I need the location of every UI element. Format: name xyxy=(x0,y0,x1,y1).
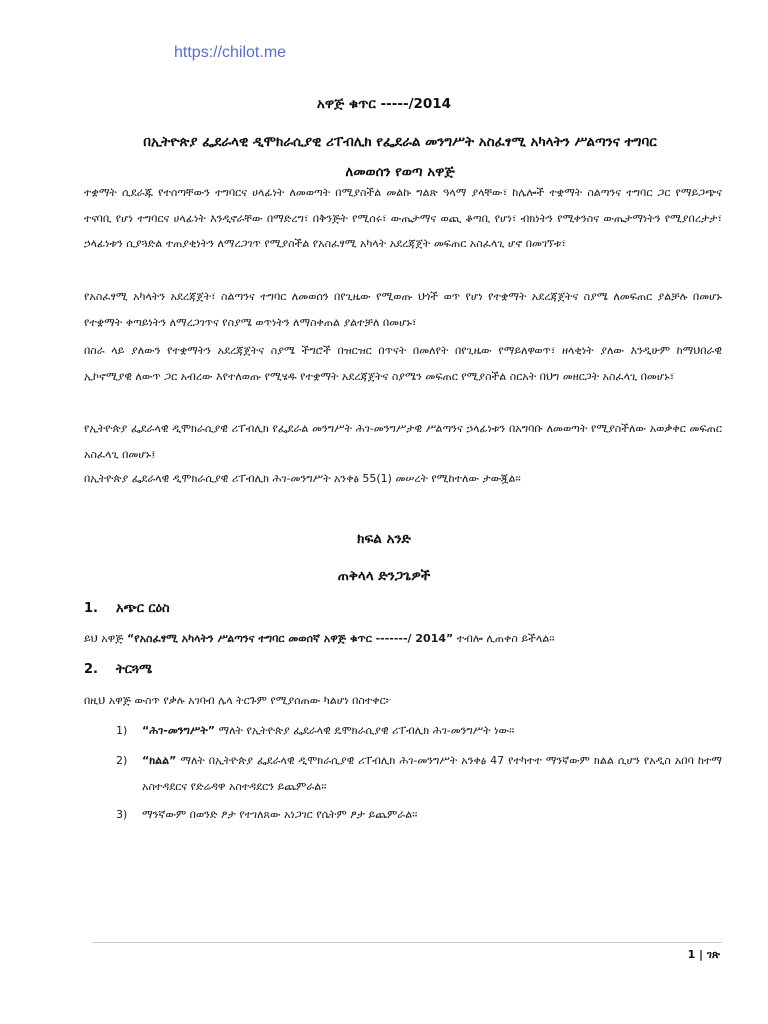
document-title-line-1: በኢትዮጵያ ፌደራላዊ ዲሞክራሲያዊ ሪፐብሊክ የፌደራል መንግሥት አስፈፃሚ አካላትን ሥልጣንና ተግባር xyxy=(143,134,657,150)
source-link[interactable]: https://chilot.me xyxy=(174,44,287,61)
preamble-paragraph-2: የአስፈፃሚ አካላትን አደረጃጀት፣ ስልጣንና ተግባር ለመወሰን በየጊዜው የሚወጡ ህጎች ወጥ የሆነ የተቋማት አደረጃጀትና ስያሜ ለመፍጠር ያልቻሉ በመሆኑ የተቋማት ቀጣይነትን ለማረጋገጥና የስያሜ ወጥነትን ለማስቀጠል ያልተቻለ በመሆኑ፣ xyxy=(84,290,722,329)
part-subheading: ጠቅላላ ድንጋጌዎች xyxy=(337,568,431,584)
preamble-paragraph-4: የኢትዮጵያ ፌደራላዊ ዲሞክራሲያዊ ሪፐብሊክ የፌደራል መንግሥት ሕገ-መንግሥታዊ ሥልጣንና ኃላፊነቱን በአግባቡ ለመወጣት የሚያስችለው አወቃቀር መፍጠር አስፈላጊ በመሆኑ፤ xyxy=(84,422,722,461)
definition-item xyxy=(116,802,722,828)
footer-divider xyxy=(92,942,722,943)
definition-text: ማለት የኢትዮጵያ ፌደራላዊ ዴሞክራሲያዊ ሪፐብሊክ ሕገ-መንግሥት ነው፡፡ xyxy=(215,724,515,737)
definition-number: 3) xyxy=(116,808,128,821)
short-title-quote: “የአስፈፃሚ አካላትን ሥልጣንና ተግባር መወሰኛ አዋጅ ቁጥር -------/ 2014” xyxy=(126,632,454,645)
article-1-heading xyxy=(84,601,170,616)
definition-term: “ሕገ-መንግሥት” xyxy=(142,724,215,737)
article-2-number: 2. xyxy=(84,662,98,677)
definition-number: 1) xyxy=(116,724,128,737)
document-title-line-2: ለመወሰን የወጣ አዋጅ xyxy=(345,164,455,180)
preamble-paragraph-3: በስራ ላይ ያለውን የተቋማትን አደረጃጀትና ስያሜ ችግሮች በዝርዝር በጥናት በመለየት በየጊዜው የማይለዋወጥ፣ ዘላቂነት ያለው እንዲሁም ከማህበራዊ ኢኮኖሚያዊ ለውጥ ጋር አብረው እየተለወጡ የሚሄዱ የተቋማት አደረጃጀትና ስያሜን መፍጠር የሚያስችል ስርአት በህግ መዘርጋት አስፈላጊ በመሆኑ፣ xyxy=(84,344,722,383)
preamble-paragraph-5: በኢትዮጵያ ፌደራላዊ ዲሞክራሲያዊ ሪፐብሊክ ሕገ-መንግሥት አንቀፅ 55(1) መሠረት የሚከተለው ታውጇል፡፡ xyxy=(84,472,521,485)
part-heading: ክፍል አንድ xyxy=(357,531,411,547)
article-1-text-after: ተብሎ ሊጠቀስ ይችላል፡፡ xyxy=(453,632,555,645)
definition-text: ማለት በኢትዮጵያ ፌደራላዊ ዲሞክራሲያዊ ሪፐብሊክ ሕገ-መንግሥት አንቀፅ 47 የተካተተ ማንኛውም ክልል ሲሆን የአዲስ አበባ ከተማ አስተዳደርና የድሬዳዋ አስተዳደርን ይጨምራል፡፡ xyxy=(142,754,722,793)
preamble-paragraph-1: ተቋማት ሲደራጁ የተሰጣቸውን ተግባርና ሀላፊነት ለመወጣት በሚያስችል መልኩ ግልጽ ዓላማ ያላቸው፣ ከሌሎች ተቋማት ስልጣንና ተግባር ጋር የማይጋጭና ተናባቢ የሆነ ተግባርና ሀላፊነት እንዲኖራቸው በማድረግ፣ በቅንጅት የሚሰሩ፣ ውጤታማና ወጪ ቆጣቢ የሆነ፣ ብክነትን የሚቀንስና ውጤታማነትን የሚያበረታታ፣ ኃላፊነቱን ሲያጓድል ተጠያቂነትን ለማረጋገጥ የሚያስችል የአስፈፃሚ አካላት አደረጃጀት መፍጠር አስፈላጊ ሆኖ በመገኘቱ፣ xyxy=(84,186,722,250)
article-1-number: 1. xyxy=(84,601,98,616)
article-2-heading xyxy=(84,662,152,677)
definition-item xyxy=(116,748,722,799)
article-2-intro: በዚህ አዋጅ ውስጥ የቃሉ አገባብ ሌላ ትርጉም የሚያሰጠው ካልሆነ በስተቀር፦ xyxy=(84,694,392,707)
definition-term: “ክልል” xyxy=(142,754,177,767)
document-title xyxy=(84,127,716,187)
article-1-text-before: ይህ አዋጅ xyxy=(84,632,127,645)
definition-text: ማንኛውም በወንድ ፆታ የተገለጸው አነጋገር የሴትም ፆታ ይጨምራል፡፡ xyxy=(142,808,418,821)
article-1-title: አጭር ርዕስ xyxy=(116,601,170,616)
page-number: 1 | ገጽ xyxy=(687,948,720,961)
definition-number: 2) xyxy=(116,754,128,767)
article-1-text xyxy=(84,626,722,652)
article-2-title: ትርጓሜ xyxy=(116,662,153,677)
definition-item xyxy=(116,718,722,744)
proclamation-number: አዋጅ ቁጥር -----/2014 xyxy=(316,96,452,112)
